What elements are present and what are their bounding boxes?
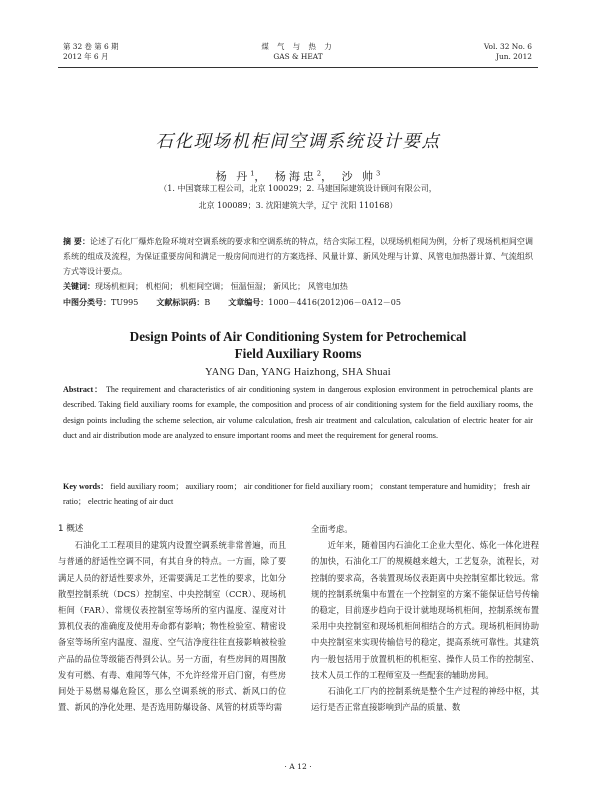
abstract-label-en: Abstract： [63,385,104,394]
page-number: · A 12 · [284,762,312,771]
article-number-label: 文章编号： [228,298,269,307]
abstract-text-cn: 论述了石化厂爆炸危险环境对空调系统的要求和空调系统的特点，结合实际工程，以现场机柜间为例，分析了现场机柜间空调系统的组成及流程，为保证重要房间和满足一般房间而进行的方案选择、风量计算、新风处理与计算、风管电加热器计算、气流组织方式等设计要点。 [63,237,533,276]
paper-title-en-line2: Field Auxiliary Rooms [234,346,362,361]
paper-title-cn: 石化现场机柜间空调系统设计要点 [155,132,441,152]
journal-volume-info-en [484,42,532,62]
section-heading: 1 概述 [58,524,84,534]
keywords-en [63,479,533,510]
paper-title-en-line1: Design Points of Air Conditioning System for Petrochemical [129,329,467,344]
keywords-cn [63,280,533,294]
abstract-en [63,382,533,444]
affiliation-line-1: （1. 中国寰球工程公司，北京 100029；2. 马建国际建筑设计顾问有限公司， [159,184,437,193]
volume-issue: 第 32 卷 第 6 期 [63,42,119,51]
volume-issue-en: Vol. 32 No. 6 [483,42,532,51]
keywords-text-en: field auxiliary room； auxiliary room； air conditioner for field auxiliary room； constant temperature and humidity； fresh air ratio； electric heating of air duct [63,482,531,507]
body-column-right [311,521,539,715]
abstract-cn [63,234,533,279]
author-affiliation-mark: 2 [316,169,322,178]
abstract-text-en: The requirement and characteristics of air conditioning system in dangerous explosion environment in petrochemical plants are described. Taking field auxiliary rooms for example, the composition and process of air conditioning system for the field auxiliary rooms, the design points including the scheme selection, air volume calculation, fresh air treatment and calculation, calculation of electric heater for air duct and air distribution mode are analyzed to ensure important rooms and meet the requirement for general rooms. [63,385,533,441]
article-number-value: 1000－4416(2012)06－0A12－05 [268,298,401,307]
author-affiliation-mark: 1 [250,169,255,178]
body-paragraph: 全面考虑。 [311,524,353,534]
body-paragraph: 石油化工工程项目的建筑内设置空调系统非常普遍，而且与普通的舒适性空调不同，有其自身的特点。一方面，除了要满足人员的舒适性要求外，还需要满足工艺性的要求，比如分散型控制系统（DCS）控制室、中央控制室（CCR）、现场机柜间（FAR）、常规仪表控制室等场所的室内温度、湿度对计算机仪表的准确度及使用寿命都有影响；物性检验室、精密设备室等场所室内温度、湿度、空气洁净度往往直接影响被检验产品的品位等级能否得到公认。另一方面，有些房间的周围散发有可燃、有毒、难闻等气体，不允许经常开启门窗，有些房间处于易燃易爆危险区，那么空调系统的形式、新风口的位置、新风的净化处理、是否选用防爆设备、风管的材质等均需 [58,540,286,713]
paper-title-en [0,328,596,362]
affiliation-line-2: 北京 100089；3. 沈阳建筑大学，辽宁 沈阳 110168） [198,201,398,210]
author-affiliation-mark: 3 [376,169,381,178]
keywords-text-cn: 现场机柜间； 机柜间； 机柜间空调； 恒温恒湿； 新风比； 风管电加热 [95,282,348,291]
keywords-label-en: Key words： [63,482,109,491]
doc-code-value: B [204,298,211,307]
authors-cn: 杨 丹$^1$， 杨海忠$^2$， 沙 帅$^3$ [215,169,381,183]
author-name: 杨海忠 [274,170,317,183]
body-paragraph: 近年来，随着国内石油化工企业大型化、炼化一体化进程的加快，石油化工厂的规模越来越大，工艺复杂，流程长，对控制的要求高，各装置现场仪表距离中央控制室都比较远。常规的控制系统集中布置在一个控制室的方案不能保证信号传输的稳定，目前逐步趋向于设计就地现场机柜间，控制系统布置采用中央控制室和现场机柜间相结合的方式。现场机柜间协助中央控制室来实现传输信号的稳定，提高系统可靠性。其建筑内一般包括用于放置机柜的机柜室、操作人员工作的控制室、技术人员工作的工程师室及一些配套的辅助房间。 [311,540,539,680]
clc-value: TU995 [111,298,139,307]
body-paragraph: 石油化工厂内的控制系统是整个生产过程的神经中枢，其运行是否正常直接影响到产品的质量、数 [311,686,539,713]
journal-name-cn: 煤 气 与 热 力 [261,42,335,51]
clc-label: 中图分类号： [63,298,111,307]
author-name: 杨 丹 [215,170,251,183]
keywords-label-cn: 关键词： [63,282,95,291]
author-name: 沙 帅 [341,170,377,183]
doc-code-label: 文献标识码： [156,298,205,307]
abstract-label-cn: 摘 要： [63,237,91,246]
publication-date: 2012 年 6 月 [63,52,109,61]
header-rule [58,67,538,68]
journal-name-en: GAS & HEAT [273,52,323,61]
body-column-left [58,521,286,715]
publication-date-en: Jun. 2012 [496,52,532,61]
authors-en: YANG Dan, YANG Haizhong, SHA Shuai [205,367,391,378]
classification-line [63,296,533,310]
